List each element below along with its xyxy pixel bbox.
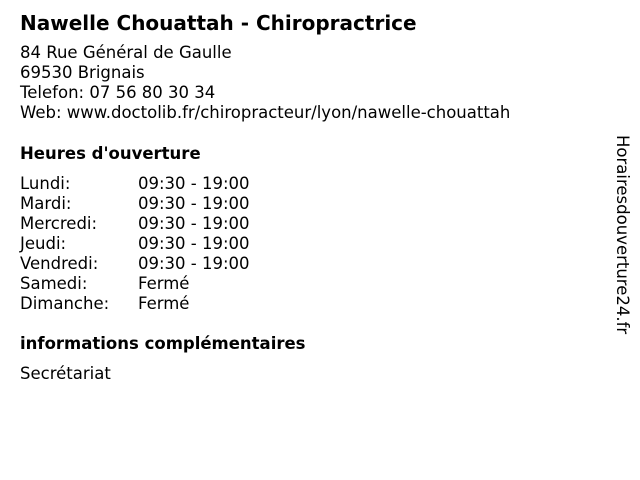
opening-hours-heading: Heures d'ouverture [20,144,201,163]
additional-info-text: Secrétariat [20,364,111,383]
address-block [20,43,510,123]
additional-info-heading: informations complémentaires [20,334,306,353]
opening-hours-table [20,174,250,314]
day-label: Jeudi: [20,234,67,253]
time-value: 09:30 - 19:00 [138,254,250,273]
time-value: 09:30 - 19:00 [138,174,250,193]
day-label: Samedi: [20,274,88,293]
day-label: Vendredi: [20,254,99,273]
hours-row-monday [20,174,250,194]
day-label: Lundi: [20,174,71,193]
day-label: Mardi: [20,194,72,213]
time-value: 09:30 - 19:00 [138,234,250,253]
hours-row-sunday [20,294,250,314]
website: Web: www.doctolib.fr/chiropracteur/lyon/nawelle-chouattah [20,103,511,122]
hours-row-wednesday [20,214,250,234]
page-title: Nawelle Chouattah - Chiropractrice [20,11,417,35]
hours-row-thursday [20,234,250,254]
hours-row-saturday [20,274,250,294]
time-value: Fermé [138,274,190,293]
day-label: Mercredi: [20,214,98,233]
street-address: 84 Rue Général de Gaulle [20,43,232,62]
day-label: Dimanche: [20,294,110,313]
time-value: 09:30 - 19:00 [138,194,250,213]
phone-number: Telefon: 07 56 80 30 34 [20,83,216,102]
time-value: Fermé [138,294,190,313]
hours-row-tuesday [20,194,250,214]
site-watermark: Horairesdouverture24.fr [613,135,632,335]
city-postal: 69530 Brignais [20,63,145,82]
time-value: 09:30 - 19:00 [138,214,250,233]
hours-row-friday [20,254,250,274]
